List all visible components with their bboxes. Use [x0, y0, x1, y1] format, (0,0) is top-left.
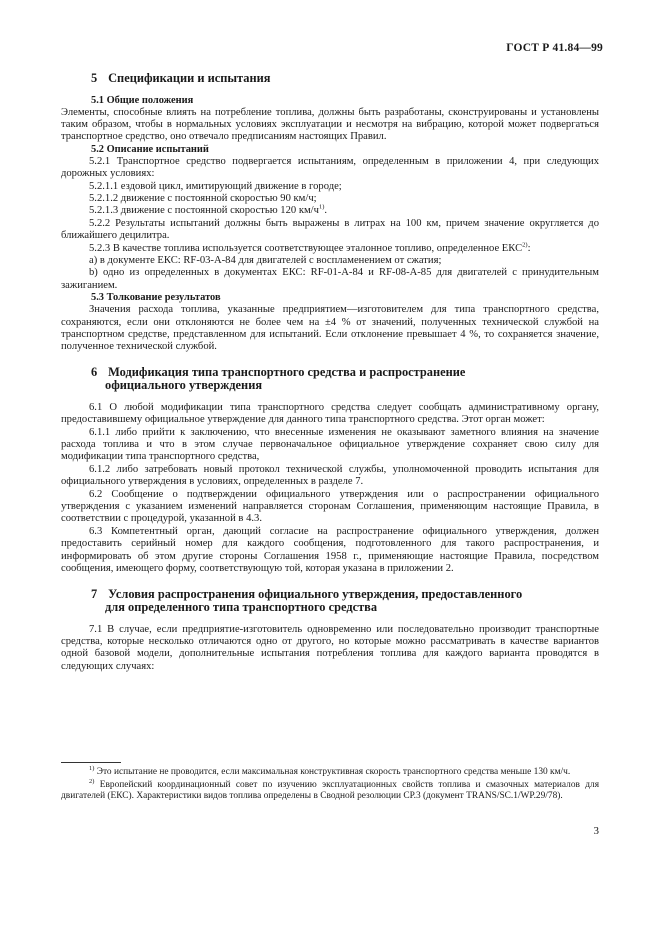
- subsection-5-3-heading: 5.3 Толкование результатов: [91, 292, 221, 304]
- paragraph-5-2-3: [61, 243, 599, 255]
- paragraph-5-2-3-a: а) в документе ЕКС: RF-03-A-84 для двигателей с воспламенением от сжатия;: [89, 254, 442, 266]
- section-5-heading: [91, 72, 599, 86]
- paragraph-5-2-2: 5.2.2 Результаты испытаний должны быть выражены в литрах на 100 км, причем значение округляется до ближайшего децилитра.: [61, 217, 599, 242]
- footnote-1-text: Это испытание не проводится, если максимальная конструктивная скорость транспортного средства меньше 130 км/ч.: [96, 767, 571, 777]
- footnote-ref-1: 1): [318, 203, 325, 211]
- section-7-title-line2: для определенного типа транспортного средства: [105, 600, 378, 614]
- paragraph-5-2-1-2: 5.2.1.2 движение с постоянной скоростью 90 км/ч;: [89, 192, 317, 204]
- paragraph-5-3: Значения расхода топлива, указанные предприятием—изготовителем для типа транспортного средства, сохраняются, если они отклоняются не более чем на ±4 % от значений, полученных технической службой на транспортном средстве, представленном для испытаний. Если отклонение превышает 4 %, то сохраняется значение, полученное технической службой.: [61, 304, 599, 353]
- paragraph-6-2: 6.2 Сообщение о подтверждении официального утверждения или о распространении официального утверждения с указанием изменений направляется сторонам Соглашения, применяющим настоящие Правила, в соответствии с процедурой, указанной в 4.3.: [61, 488, 599, 525]
- paragraph-5-2-1-3-end: .: [324, 205, 328, 217]
- page-number: 3: [593, 825, 599, 837]
- footnotes: [61, 762, 599, 804]
- document-code: ГОСТ Р 41.84—99: [506, 42, 603, 54]
- paragraph-7-1: 7.1 В случае, если предприятие-изготовитель одновременно или последовательно производит транспортные средства, которые несколько отличаются одно от другого, но которые можно рассматривать в качестве вариантов одной базовой модели, дополнительные испытания потребления топлива для каждого варианта проводятся в следующих случаях:: [61, 623, 599, 672]
- subsection-5-2-heading: 5.2 Описание испытаний: [91, 143, 209, 155]
- section-6-number: 6: [91, 364, 98, 379]
- paragraph-5-2-3-end: :: [527, 242, 531, 254]
- footnote-2-mark: 2): [89, 777, 95, 785]
- paragraph-6-3: 6.3 Компетентный орган, дающий согласие на распространение официального утверждения, должен предоставить серийный номер для каждого сообщения, подготовленного для такого распространения, и информировать об этом другие стороны Соглашения 1958 г., применяющие настоящие Правила, посредством сообщения, имеющего форму, соответствующую той, которая указана в приложении 2.: [61, 525, 599, 575]
- paragraph-6-1-1: 6.1.1 либо прийти к заключению, что внесенные изменения не оказывают заметного влияния на значение расхода топлива и что в этом случае первоначальное официальное утверждение сохраняет свою силу для модификации типа транспортного средства,: [61, 426, 599, 463]
- footnote-1-mark: 1): [89, 764, 95, 772]
- paragraph-5-2-1-3-text: 5.2.1.3 движение с постоянной скоростью 120 км/ч: [89, 205, 319, 217]
- page-content: [61, 72, 599, 673]
- section-6-title-line1: Модификация типа транспортного средства и распространение: [108, 364, 466, 379]
- section-7-heading: [91, 588, 599, 615]
- footnote-1: [61, 764, 599, 778]
- paragraph-5-2-1-3: [61, 205, 599, 217]
- paragraph-6-1-2: 6.1.2 либо затребовать новый протокол технической службы, уполномоченной проводить испытания для официального утверждения в условиях, определенных в разделе 7.: [61, 463, 599, 488]
- paragraph-5-1: Элементы, способные влиять на потребление топлива, должны быть разработаны, сконструированы и установлены таким образом, чтобы в нормальных условиях эксплуатации и несмотря на вибрацию, которой может подвергаться транспортное средство, оно отвечало предписаниям настоящих Правил.: [61, 106, 599, 143]
- section-7-number: 7: [91, 586, 98, 601]
- section-5-title: Спецификации и испытания: [108, 71, 271, 85]
- section-7-title-line1: Условия распространения официального утверждения, предоставленного: [108, 586, 523, 601]
- footnote-2: [61, 777, 600, 802]
- paragraph-5-2-3-b: b) одно из определенных в документах ЕКС: RF-01-A-84 и RF-08-A-85 для двигателей с принудительным зажиганием.: [61, 267, 599, 291]
- section-5-number: 5: [91, 71, 98, 85]
- section-6-heading: [91, 366, 599, 393]
- footnote-ref-2: 2): [522, 241, 528, 249]
- paragraph-5-2-1-1: 5.2.1.1 ездовой цикл, имитирующий движение в городе;: [89, 180, 342, 192]
- subsection-5-1-heading: 5.1 Общие положения: [91, 94, 194, 106]
- footnote-divider: [61, 762, 121, 763]
- paragraph-5-2-3-text: 5.2.3 В качестве топлива используется соответствующее эталонное топливо, определенное ЕКС: [89, 242, 523, 254]
- footnote-2-text: Европейский координационный совет по изучению эксплуатационных свойств топлива и смазочных материалов для двигателей (ЕКС). Характеристики видов топлива определены в Сводной резолюции СР.3 (документ TRANS/SC.1/WP.29/78).: [61, 780, 600, 801]
- paragraph-6-1: 6.1 О любой модификации типа транспортного средства следует сообщать административному органу, предоставившему официальное утверждение для данного типа транспортного средства. Этот орган может:: [61, 401, 599, 426]
- paragraph-5-2-1: 5.2.1 Транспортное средство подвергается испытаниям, определенным в приложении 4, при следующих дорожных условиях:: [61, 155, 599, 180]
- section-6-title-line2: официального утверждения: [105, 378, 263, 393]
